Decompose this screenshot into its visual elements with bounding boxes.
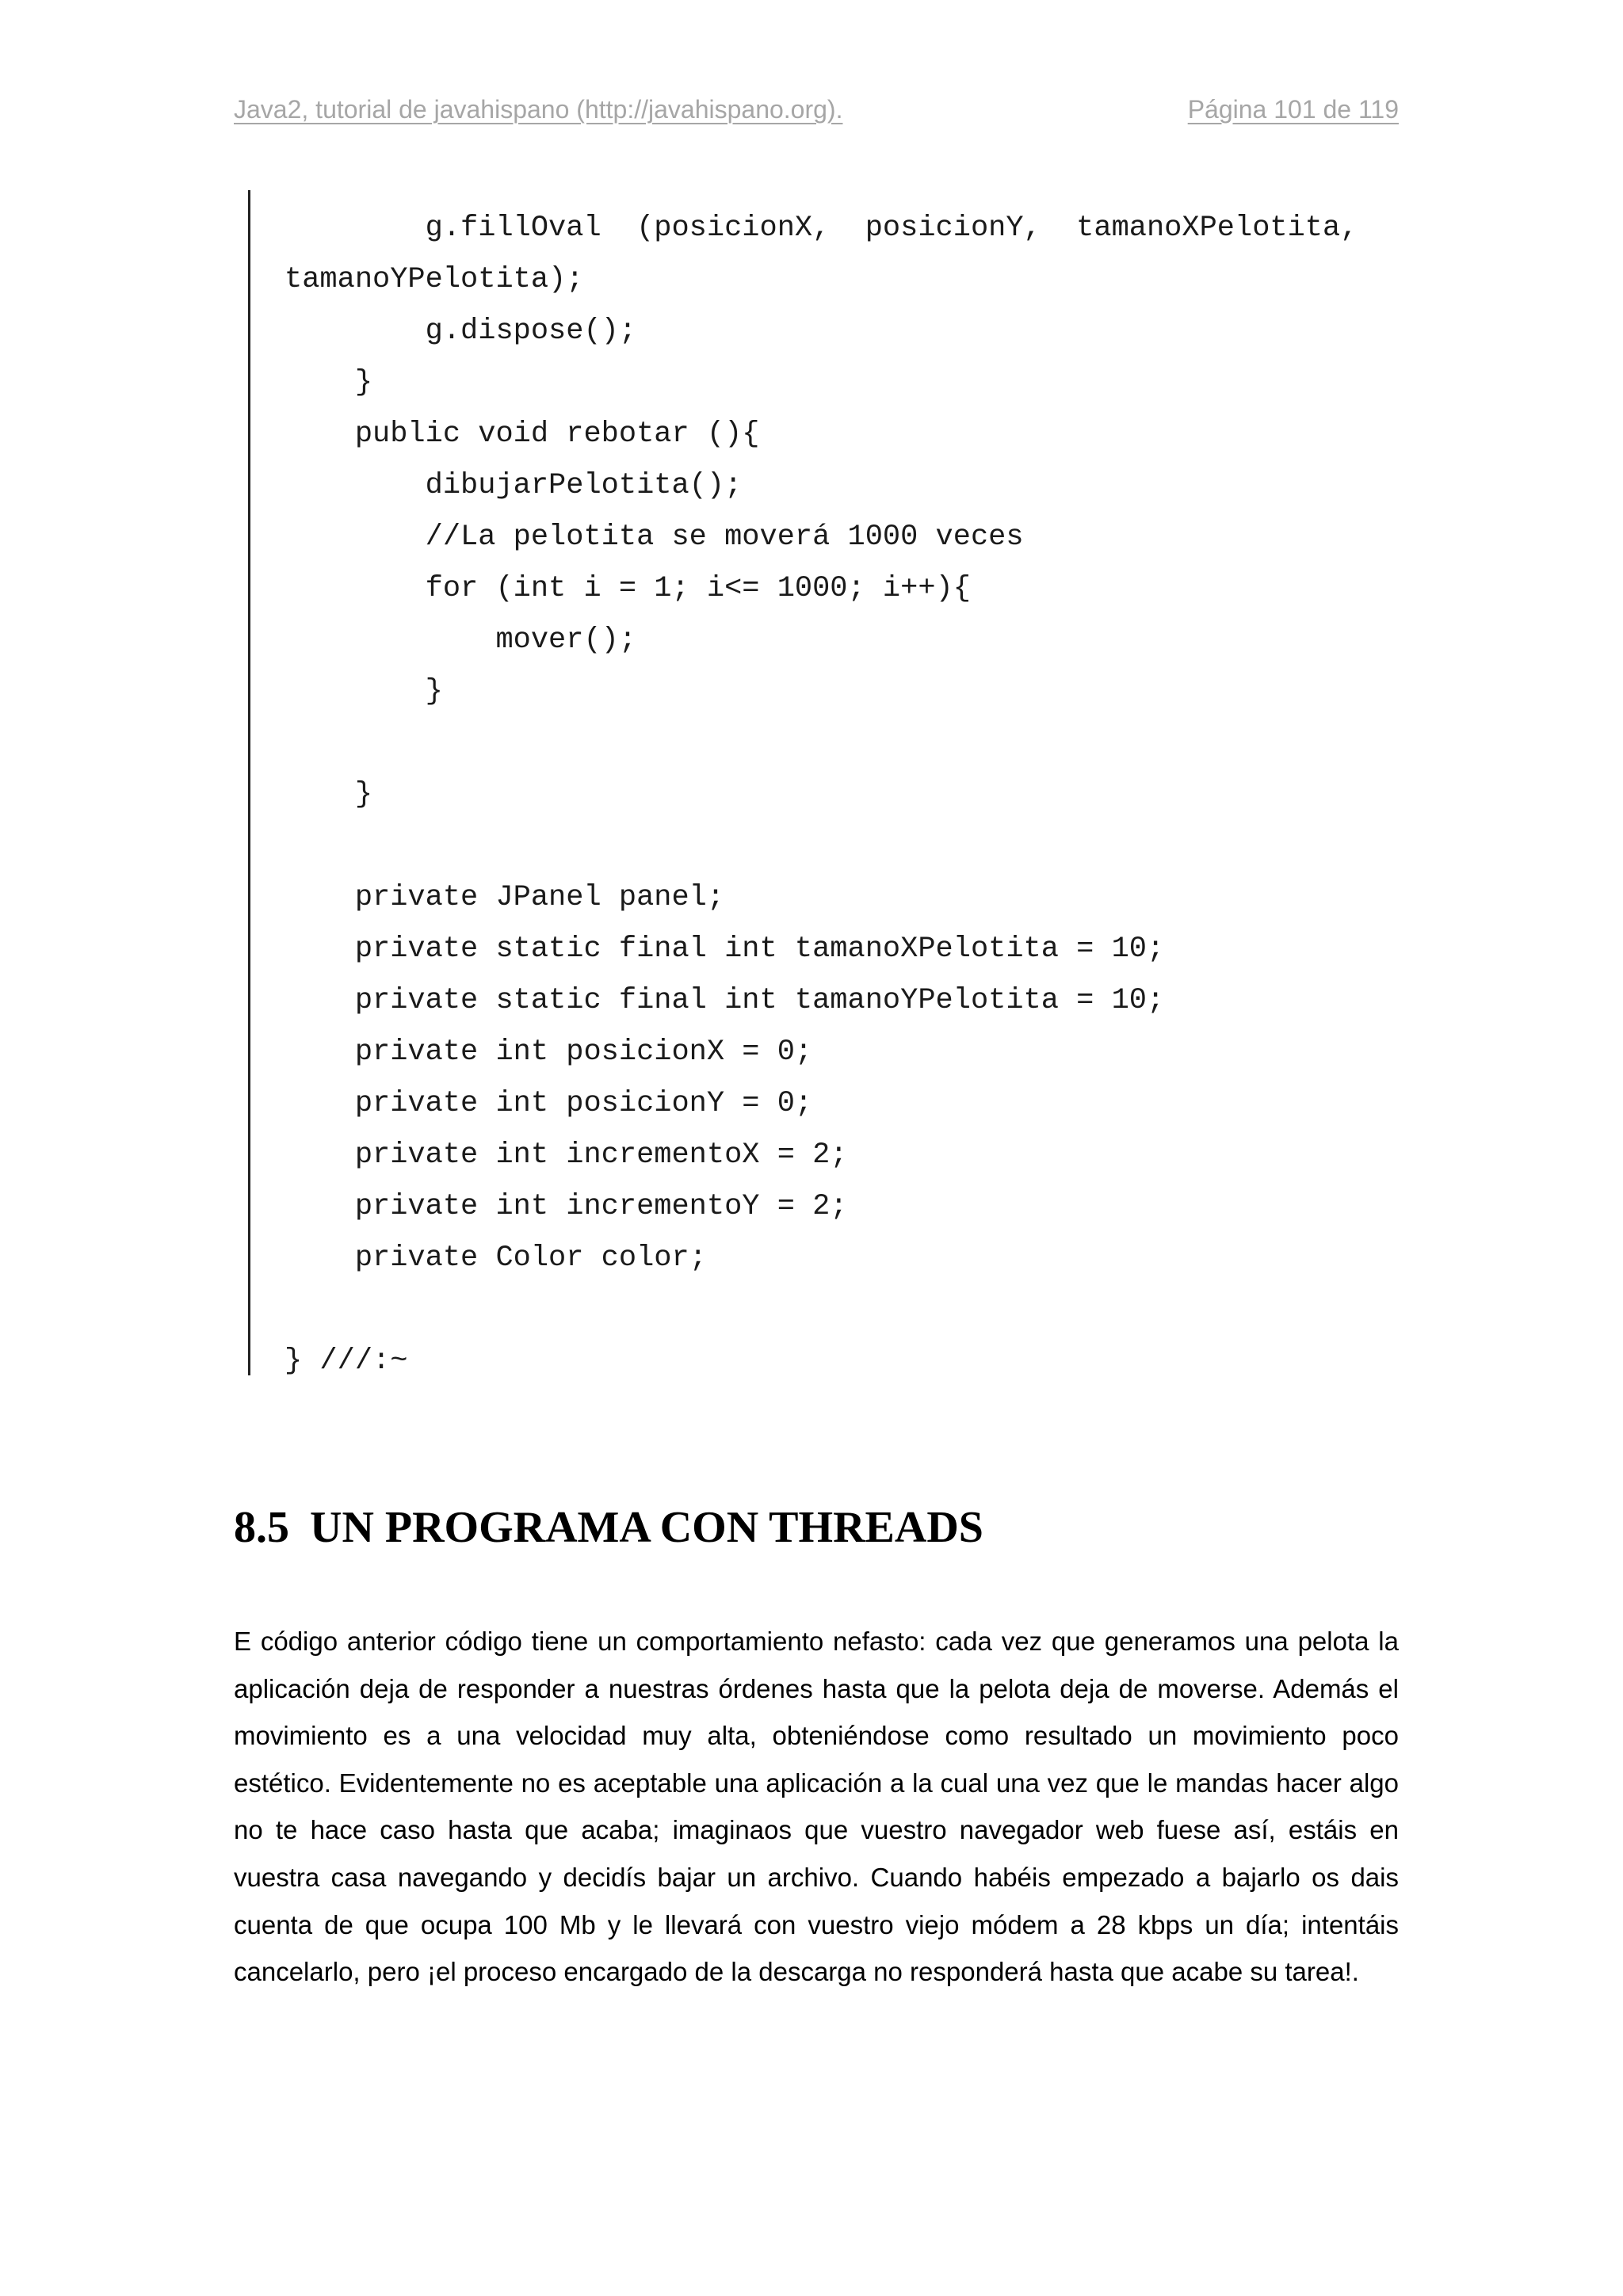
- code-line: private JPanel panel;: [285, 881, 725, 914]
- code-line: } ///:~: [285, 1344, 408, 1378]
- header-source-link[interactable]: Java2, tutorial de javahispano (http://javahispano.org).: [234, 95, 843, 124]
- code-line: dibujarPelotita();: [285, 469, 743, 502]
- code-line: private static final int tamanoYPelotita = 10;: [285, 984, 1165, 1017]
- header-page-number: Página 101 de 119: [1187, 95, 1399, 124]
- code-line: mover();: [285, 624, 637, 657]
- code-line: g.fillOval (posicionX, posicionY, tamanoXPelotita,: [285, 212, 1358, 245]
- code-line: tamanoYPelotita);: [285, 263, 584, 296]
- section-number: 8.5: [234, 1503, 289, 1552]
- code-line: public void rebotar (){: [285, 418, 760, 451]
- code-line: }: [285, 366, 373, 399]
- code-line: }: [285, 675, 443, 708]
- code-line: private int posicionX = 0;: [285, 1035, 813, 1069]
- body-paragraph: E código anterior código tiene un comportamiento nefasto: cada vez que generamos una pelota la aplicación deja de responder a nuestras órdenes hasta que la pelota deja de moverse. Además el movimiento es a una velocidad muy alta, obteniéndose como resultado un movimiento poco estético. Evidentemente no es aceptable una aplicación a la cual una vez que le mandas hacer algo no te hace caso hasta que acaba; imaginaos que vuestro navegador web fuese así, estáis en vuestra casa navegando y decidís bajar un archivo. Cuando habéis empezado a bajarlo os dais cuenta de que ocupa 100 Mb y le llevará con vuestro viejo módem a 28 kbps un día; intentáis cancelarlo, pero ¡el proceso encargado de la descarga no responderá hasta que acabe su tarea!.: [234, 1627, 1399, 1987]
- code-line: private Color color;: [285, 1241, 707, 1275]
- code-listing: [248, 190, 1407, 1378]
- code-line: private int posicionY = 0;: [285, 1087, 813, 1120]
- code-line: private int incrementoY = 2;: [285, 1190, 848, 1223]
- code-line: private int incrementoX = 2;: [285, 1138, 848, 1172]
- code-line: }: [285, 778, 373, 811]
- code-line: //La pelotita se moverá 1000 veces: [285, 521, 1024, 554]
- code-line: private static final int tamanoXPelotita = 10;: [285, 933, 1165, 966]
- page-header: [234, 95, 1399, 132]
- code-line: g.dispose();: [285, 315, 637, 348]
- section-title-text: UN PROGRAMA CON THREADS: [310, 1503, 983, 1552]
- section-heading: [234, 1502, 983, 1553]
- code-line: for (int i = 1; i<= 1000; i++){: [285, 572, 971, 605]
